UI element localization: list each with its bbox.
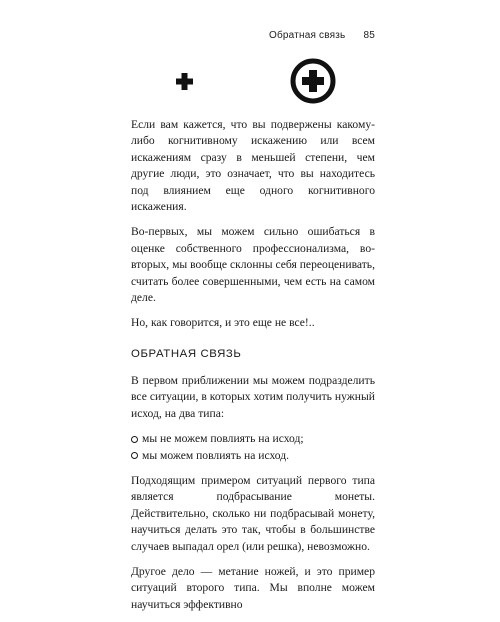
- circle-bullet-icon: [131, 452, 138, 459]
- list-item-text: мы можем повлиять на исход.: [142, 448, 290, 462]
- paragraph: В первом приближении мы можем подразделить все ситуации, в которых хотим получить нужный исход, на два типа:: [131, 373, 375, 420]
- bullet-list: [131, 431, 375, 464]
- paragraph: Подходящим примером ситуаций первого типа является подбрасывание монеты. Действительно, сколько ни подбрасывай монету, научиться делать это так, чтобы в большинстве случаев выпадал орел (или решка), невозможно.: [131, 473, 375, 553]
- paragraph: Но, как говорится, и это еще не все!..: [131, 316, 315, 330]
- running-header-title: Обратная связь: [268, 30, 346, 41]
- plus-icon: [176, 73, 193, 90]
- paragraph: Во-первых, мы можем сильно ошибаться в оценке собственного профессионализма, во-вторых, мы вообще склонны себя переоценивать, считать более совершенными, чем есть на самом деле.: [131, 225, 375, 305]
- page-number: 85: [363, 30, 375, 41]
- section-heading: ОБРАТНАЯ СВЯЗЬ: [131, 347, 242, 360]
- circle-bullet-icon: [131, 436, 138, 443]
- list-item-text: мы не можем повлиять на исход;: [142, 432, 304, 446]
- plus-circle-icon: [289, 57, 337, 105]
- list-item: [131, 448, 375, 464]
- running-header: [269, 30, 375, 41]
- paragraph: Если вам кажется, что вы подвержены какому-либо когнитивному искажению или всем искажениям сразу в меньшей степени, чем другие люди, это означает, что вы находитесь под влиянием еще одного когнитивного искажения.: [131, 118, 375, 214]
- list-item: [131, 431, 375, 447]
- body-text: [131, 117, 375, 622]
- paragraph: Другое дело — метание ножей, и это пример ситуаций второго типа. Мы вполне можем научиться эффективно: [131, 564, 375, 611]
